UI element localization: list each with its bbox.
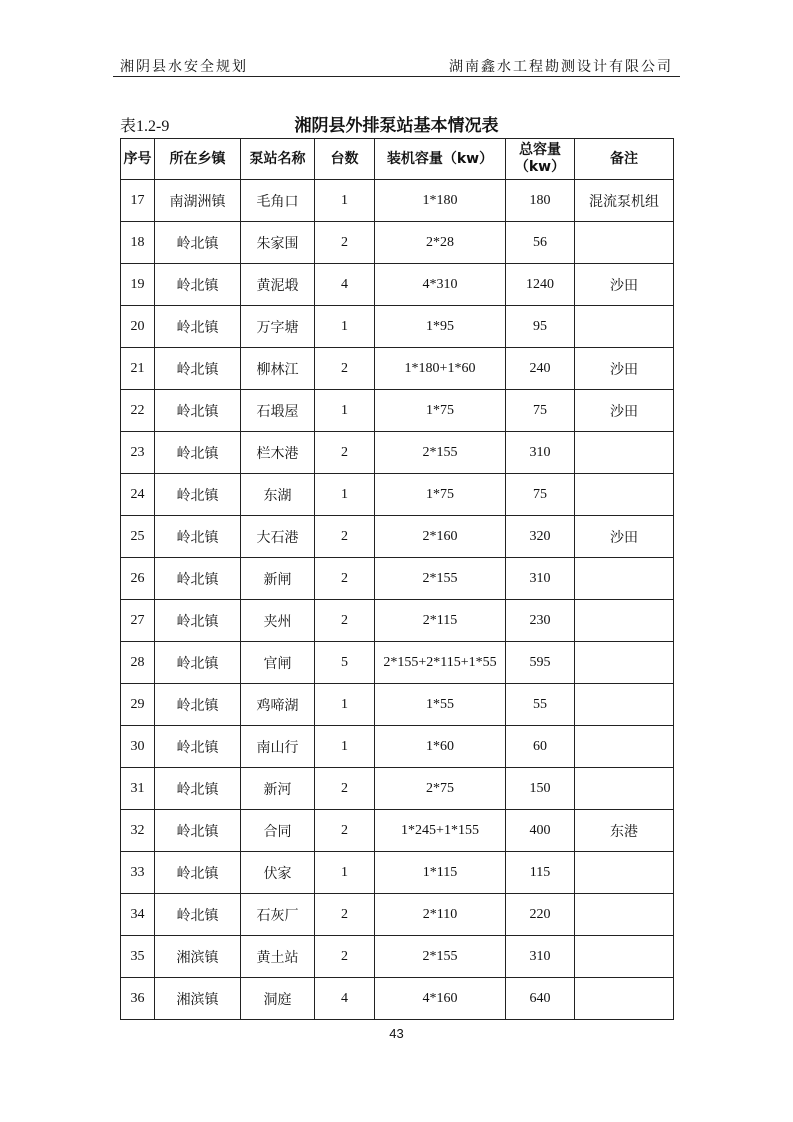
cell-remarks (575, 852, 674, 894)
cell-installed-capacity: 2*28 (375, 222, 506, 264)
cell-remarks: 沙田 (575, 390, 674, 432)
cell-remarks (575, 978, 674, 1020)
table-row (121, 600, 674, 642)
cell-total-capacity: 400 (506, 810, 575, 852)
cell-total-capacity: 1240 (506, 264, 575, 306)
cell-township: 岭北镇 (155, 306, 241, 348)
cell-index: 36 (121, 978, 155, 1020)
cell-index: 17 (121, 180, 155, 222)
cell-station-name: 黄泥塅 (241, 264, 315, 306)
running-header-left: 湘阴县水安全规划 (120, 59, 248, 75)
cell-unit-count: 5 (315, 642, 375, 684)
cell-installed-capacity: 1*75 (375, 474, 506, 516)
cell-remarks: 沙田 (575, 348, 674, 390)
cell-unit-count: 2 (315, 600, 375, 642)
cell-index: 20 (121, 306, 155, 348)
col-header-index: 序号 (121, 139, 155, 180)
col-header-remarks: 备注 (575, 139, 674, 180)
cell-remarks (575, 726, 674, 768)
cell-unit-count: 4 (315, 264, 375, 306)
cell-total-capacity: 150 (506, 768, 575, 810)
cell-index: 26 (121, 558, 155, 600)
cell-total-capacity: 595 (506, 642, 575, 684)
table-row (121, 894, 674, 936)
cell-total-capacity: 75 (506, 474, 575, 516)
cell-total-capacity: 240 (506, 348, 575, 390)
cell-remarks (575, 222, 674, 264)
cell-unit-count: 1 (315, 306, 375, 348)
cell-total-capacity: 310 (506, 558, 575, 600)
table-row (121, 978, 674, 1020)
cell-unit-count: 2 (315, 894, 375, 936)
cell-township: 岭北镇 (155, 558, 241, 600)
cell-unit-count: 2 (315, 768, 375, 810)
cell-unit-count: 1 (315, 684, 375, 726)
cell-station-name: 黄土站 (241, 936, 315, 978)
cell-unit-count: 2 (315, 432, 375, 474)
cell-township: 岭北镇 (155, 222, 241, 264)
col-header-township: 所在乡镇 (155, 139, 241, 180)
cell-remarks (575, 642, 674, 684)
cell-unit-count: 1 (315, 474, 375, 516)
cell-total-capacity: 640 (506, 978, 575, 1020)
cell-installed-capacity: 1*60 (375, 726, 506, 768)
cell-township: 岭北镇 (155, 264, 241, 306)
cell-unit-count: 2 (315, 222, 375, 264)
cell-total-capacity: 115 (506, 852, 575, 894)
table-row (121, 852, 674, 894)
cell-township: 岭北镇 (155, 432, 241, 474)
cell-total-capacity: 310 (506, 936, 575, 978)
cell-total-capacity: 180 (506, 180, 575, 222)
cell-total-capacity: 95 (506, 306, 575, 348)
cell-index: 30 (121, 726, 155, 768)
cell-unit-count: 4 (315, 978, 375, 1020)
cell-station-name: 大石港 (241, 516, 315, 558)
pump-station-table (120, 138, 674, 1020)
table-row (121, 936, 674, 978)
cell-township: 南湖洲镇 (155, 180, 241, 222)
cell-remarks (575, 768, 674, 810)
cell-installed-capacity: 1*180 (375, 180, 506, 222)
cell-index: 27 (121, 600, 155, 642)
cell-remarks (575, 306, 674, 348)
table-row (121, 306, 674, 348)
cell-remarks: 东港 (575, 810, 674, 852)
cell-index: 25 (121, 516, 155, 558)
cell-remarks (575, 558, 674, 600)
cell-remarks (575, 474, 674, 516)
cell-total-capacity: 230 (506, 600, 575, 642)
cell-township: 岭北镇 (155, 768, 241, 810)
cell-township: 岭北镇 (155, 684, 241, 726)
cell-unit-count: 2 (315, 810, 375, 852)
cell-total-capacity: 75 (506, 390, 575, 432)
cell-station-name: 石灰厂 (241, 894, 315, 936)
cell-unit-count: 2 (315, 348, 375, 390)
cell-installed-capacity: 1*55 (375, 684, 506, 726)
cell-unit-count: 1 (315, 852, 375, 894)
table-row (121, 642, 674, 684)
cell-township: 岭北镇 (155, 390, 241, 432)
cell-station-name: 合同 (241, 810, 315, 852)
cell-station-name: 伏家 (241, 852, 315, 894)
cell-index: 35 (121, 936, 155, 978)
cell-unit-count: 2 (315, 558, 375, 600)
cell-station-name: 新河 (241, 768, 315, 810)
cell-unit-count: 1 (315, 726, 375, 768)
cell-total-capacity: 320 (506, 516, 575, 558)
cell-total-capacity: 55 (506, 684, 575, 726)
table-row (121, 264, 674, 306)
col-header-total-capacity: 总容量（kw） (506, 139, 575, 180)
cell-station-name: 夹州 (241, 600, 315, 642)
cell-installed-capacity: 2*155 (375, 432, 506, 474)
cell-township: 岭北镇 (155, 348, 241, 390)
cell-unit-count: 1 (315, 180, 375, 222)
cell-unit-count: 2 (315, 516, 375, 558)
cell-total-capacity: 310 (506, 432, 575, 474)
cell-index: 31 (121, 768, 155, 810)
cell-unit-count: 2 (315, 936, 375, 978)
col-header-installed-capacity: 装机容量（kw） (375, 139, 506, 180)
cell-index: 24 (121, 474, 155, 516)
table-row (121, 558, 674, 600)
cell-installed-capacity: 1*95 (375, 306, 506, 348)
cell-installed-capacity: 1*75 (375, 390, 506, 432)
table-row (121, 348, 674, 390)
table-number: 表1.2-9 (120, 118, 170, 135)
table-row (121, 390, 674, 432)
cell-total-capacity: 60 (506, 726, 575, 768)
table-title: 湘阴县外排泵站基本情况表 (294, 116, 499, 136)
cell-station-name: 鸡啼湖 (241, 684, 315, 726)
cell-installed-capacity: 2*110 (375, 894, 506, 936)
cell-installed-capacity: 1*180+1*60 (375, 348, 506, 390)
table-row (121, 432, 674, 474)
cell-installed-capacity: 2*115 (375, 600, 506, 642)
cell-station-name: 毛角口 (241, 180, 315, 222)
cell-index: 22 (121, 390, 155, 432)
cell-unit-count: 1 (315, 390, 375, 432)
table-row (121, 726, 674, 768)
cell-remarks: 混流泵机组 (575, 180, 674, 222)
cell-remarks (575, 600, 674, 642)
cell-remarks (575, 684, 674, 726)
cell-station-name: 朱家围 (241, 222, 315, 264)
cell-installed-capacity: 2*155 (375, 936, 506, 978)
table-row (121, 684, 674, 726)
cell-installed-capacity: 2*160 (375, 516, 506, 558)
cell-installed-capacity: 2*75 (375, 768, 506, 810)
cell-station-name: 石塅屋 (241, 390, 315, 432)
cell-station-name: 东湖 (241, 474, 315, 516)
cell-installed-capacity: 2*155 (375, 558, 506, 600)
table-row (121, 474, 674, 516)
cell-station-name: 洞庭 (241, 978, 315, 1020)
cell-index: 21 (121, 348, 155, 390)
table-header-row (121, 139, 674, 180)
cell-installed-capacity: 2*155+2*115+1*55 (375, 642, 506, 684)
table-row (121, 516, 674, 558)
cell-township: 湘滨镇 (155, 936, 241, 978)
cell-index: 28 (121, 642, 155, 684)
table-row (121, 768, 674, 810)
cell-installed-capacity: 4*310 (375, 264, 506, 306)
cell-remarks (575, 432, 674, 474)
cell-township: 岭北镇 (155, 474, 241, 516)
cell-station-name: 新闸 (241, 558, 315, 600)
cell-township: 岭北镇 (155, 642, 241, 684)
cell-station-name: 栏木港 (241, 432, 315, 474)
cell-township: 岭北镇 (155, 894, 241, 936)
header-rule (113, 76, 680, 77)
table-row (121, 810, 674, 852)
cell-total-capacity: 220 (506, 894, 575, 936)
cell-township: 湘滨镇 (155, 978, 241, 1020)
cell-installed-capacity: 1*115 (375, 852, 506, 894)
cell-township: 岭北镇 (155, 726, 241, 768)
cell-index: 33 (121, 852, 155, 894)
cell-total-capacity: 56 (506, 222, 575, 264)
cell-township: 岭北镇 (155, 600, 241, 642)
cell-township: 岭北镇 (155, 810, 241, 852)
cell-remarks: 沙田 (575, 516, 674, 558)
col-header-unit-count: 台数 (315, 139, 375, 180)
cell-station-name: 万字塘 (241, 306, 315, 348)
cell-remarks: 沙田 (575, 264, 674, 306)
table-row (121, 180, 674, 222)
cell-station-name: 官闸 (241, 642, 315, 684)
cell-township: 岭北镇 (155, 852, 241, 894)
cell-index: 32 (121, 810, 155, 852)
cell-remarks (575, 894, 674, 936)
table-body (121, 180, 674, 1020)
cell-township: 岭北镇 (155, 516, 241, 558)
table-row (121, 222, 674, 264)
cell-index: 18 (121, 222, 155, 264)
cell-index: 23 (121, 432, 155, 474)
cell-installed-capacity: 4*160 (375, 978, 506, 1020)
page-number: 43 (389, 1026, 404, 1041)
cell-index: 19 (121, 264, 155, 306)
cell-index: 34 (121, 894, 155, 936)
cell-station-name: 南山行 (241, 726, 315, 768)
cell-installed-capacity: 1*245+1*155 (375, 810, 506, 852)
cell-remarks (575, 936, 674, 978)
cell-station-name: 柳林江 (241, 348, 315, 390)
running-header-right: 湖南鑫水工程勘测设计有限公司 (449, 59, 673, 75)
col-header-station-name: 泵站名称 (241, 139, 315, 180)
cell-index: 29 (121, 684, 155, 726)
